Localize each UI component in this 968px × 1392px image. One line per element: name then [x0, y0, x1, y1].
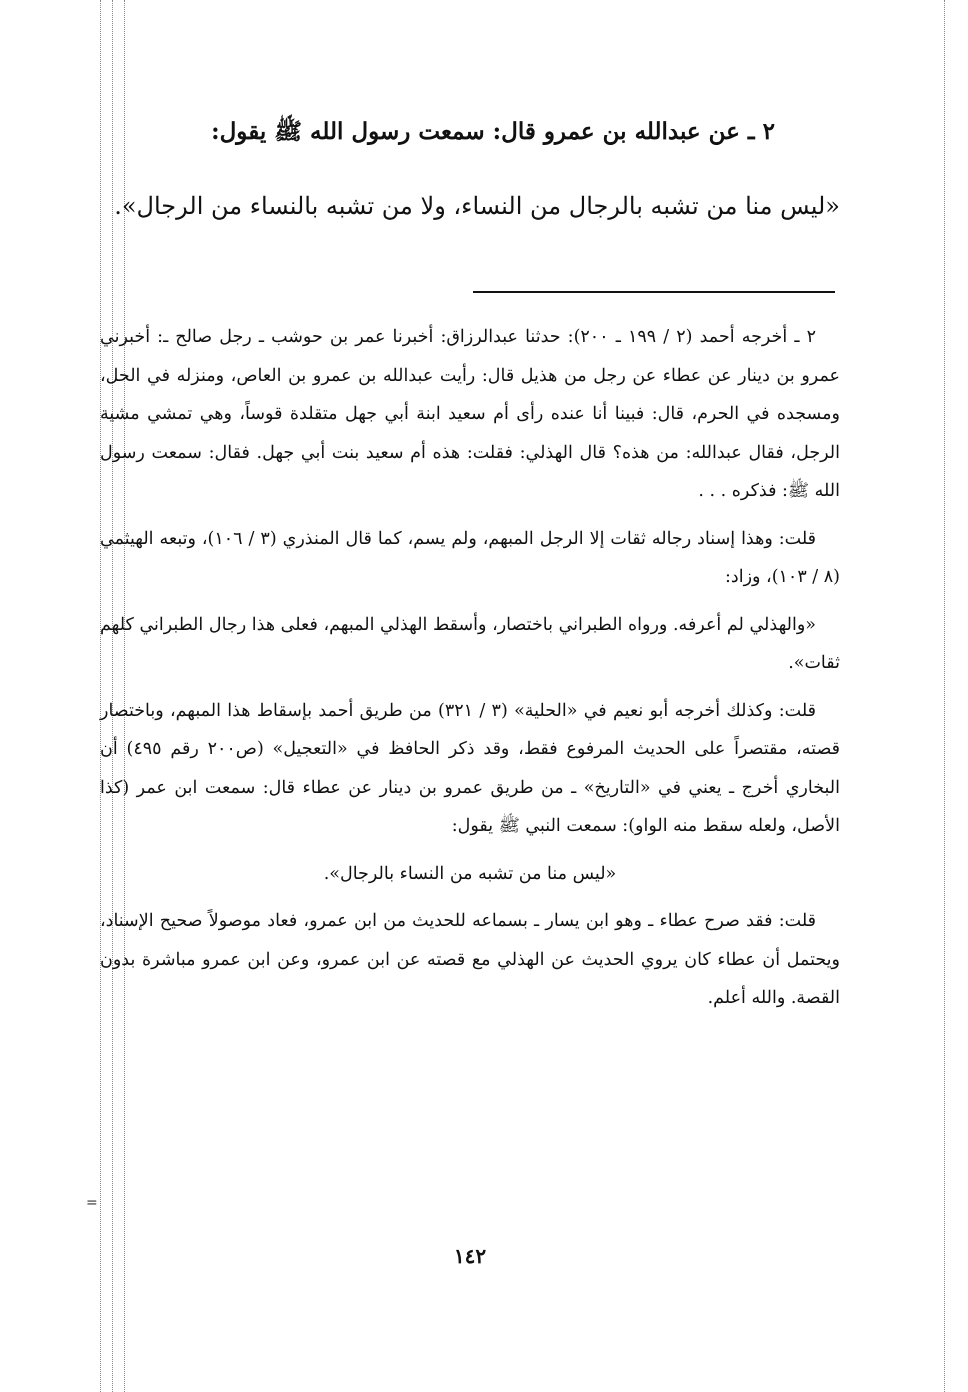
- footnote-paragraph: قلت: وكذلك أخرجه أبو نعيم في «الحلية» (٣ / ٣٢١) من طريق أحمد بإسقاط هذا المبهم، وباختصار قصته، مقتصراً على الحديث المرفوع فقط، وقد ذكر الحافظ في «التعجيل» (ص٢٠٠ رقم ٤٩٥) أن البخاري أخرج ـ يعني في «التاريخ» ـ من طريق عمرو بن دينار عن عطاء قال: سمعت ابن عمر (كذا الأصل، ولعله سقط منه الواو): سمعت النبي ﷺ يقول:: [100, 700, 840, 836]
- page-number: ١٤٢: [453, 1244, 487, 1268]
- footnote-paragraph: قلت: فقد صرح عطاء ـ وهو ابن يسار ـ بسماعه للحديث من ابن عمرو، فعاد موصولاً صحيح الإسناد، ويحتمل أن عطاء كان يروي الحديث عن الهذلي مع قصته عن ابن عمرو، وعن ابن عمرو مباشرة بدون القصة. والله أعلم.: [100, 911, 840, 1008]
- margin-mark: =: [86, 1195, 98, 1211]
- book-page: [100, 0, 840, 1392]
- footnote-paragraph: قلت: وهذا إسناد رجاله ثقات إلا الرجل المبهم، ولم يسم، كما قال المنذري (٣ / ١٠٦)، وتبعه الهيثمي (٨ / ١٠٣)، وزاد:: [100, 528, 840, 587]
- footnote-paragraph: ٢ ـ أخرجه أحمد (٢ / ١٩٩ ـ ٢٠٠): حدثنا عبدالرزاق: أخبرنا عمر بن حوشب ـ رجل صالح ـ: أخبرني عمرو بن دينار عن عطاء عن رجل من هذيل قال: رأيت عبدالله بن عمرو بن العاص، ومنزله في الحل، ومسجده في الحرم، قال: فبينا أنا عنده رأى أم سعيد ابنة أبي جهل متقلدة قوساً، وهي تمشي مشية الرجل، فقال عبدالله: من هذه؟ قال الهذلي: فقلت: هذه أم سعيد بنت أبي جهل. فقال: سمعت رسول الله ﷺ: فذكره . . .: [100, 327, 840, 501]
- footnote-paragraph: «والهذلي لم أعرفه. ورواه الطبراني باختصار، وأسقط الهذلي المبهم، فعلى هذا رجال الطبراني كلهم ثقات».: [100, 614, 840, 673]
- hadith-text: «ليس منا من تشبه بالرجال من النساء، ولا من تشبه بالنساء من الرجال».: [114, 192, 840, 220]
- hadith-heading: ٢ ـ عن عبدالله بن عمرو قال: سمعت رسول الله ﷺ يقول:: [211, 118, 775, 145]
- footnote-paragraph: «ليس منا من تشبه من النساء بالرجال».: [323, 863, 617, 884]
- margin-dotted-line: [944, 0, 945, 1392]
- footnote-separator: [473, 291, 835, 293]
- footnotes: [100, 318, 840, 1018]
